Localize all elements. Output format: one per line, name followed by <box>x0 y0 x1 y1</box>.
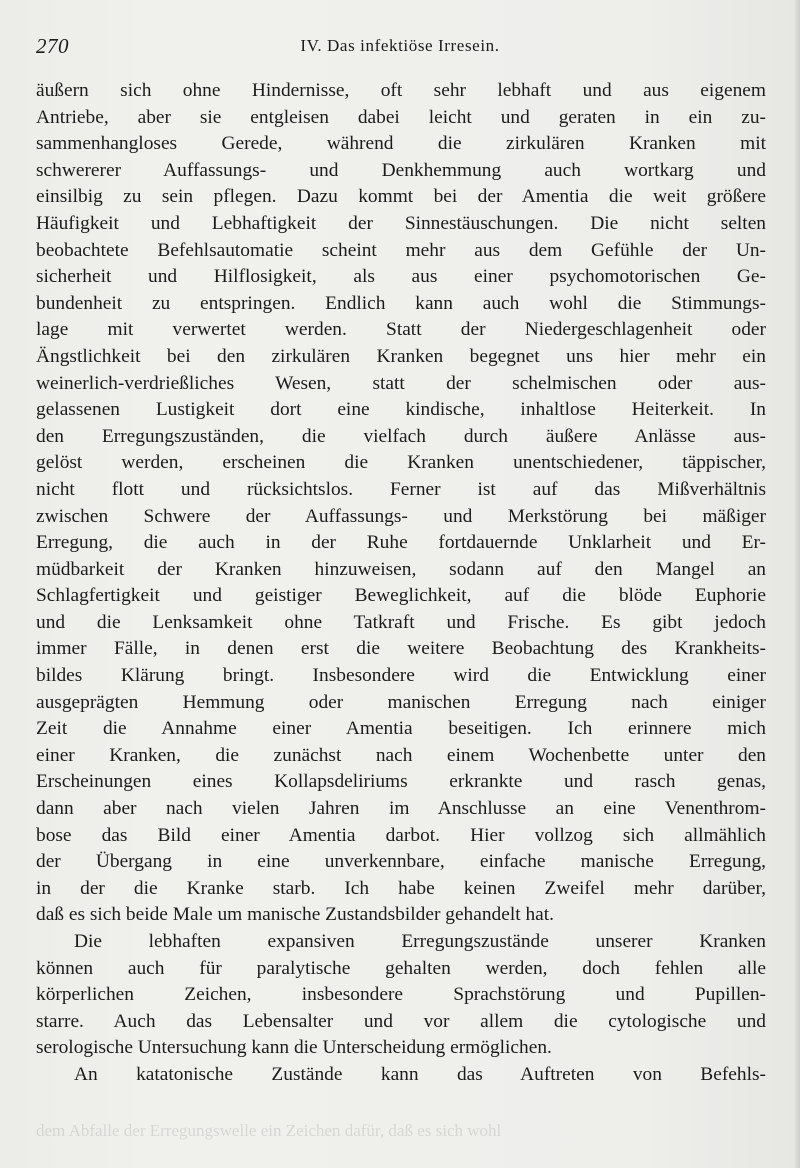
text-line: nicht flott und rücksichtslos. Ferner ist auf das Mißverhältnis <box>36 478 766 500</box>
text-line: der Übergang in eine unverkennbare, einfache manische Erregung, <box>36 851 766 873</box>
text-line: Schlagfertigkeit und geistiger Beweglichkeit, auf die blöde Euphorie <box>36 585 766 607</box>
text-line: weinerlich-verdrießliches Wesen, statt der schelmischen oder aus- <box>36 372 766 394</box>
text-line: dann aber nach vielen Jahren im Anschlusse an eine Venenthrom- <box>36 798 766 820</box>
text-line: bose das Bild einer Amentia darbot. Hier vollzog sich allmählich <box>36 824 766 846</box>
text-line: starre. Auch das Lebensalter und vor allem die cytologische und <box>36 1010 766 1032</box>
text-line: und die Lenksamkeit ohne Tatkraft und Frische. Es gibt jedoch <box>36 611 766 633</box>
text-line: Ängstlichkeit bei den zirkulären Kranken begegnet uns hier mehr ein <box>36 345 766 367</box>
text-line: bildes Klärung bringt. Insbesondere wird die Entwicklung einer <box>36 665 766 687</box>
text-line: zwischen Schwere der Auffassungs- und Merkstörung bei mäßiger <box>36 505 766 527</box>
text-line: sammenhangloses Gerede, während die zirkulären Kranken mit <box>36 133 766 155</box>
text-line: Häufigkeit und Lebhaftigkeit der Sinnestäuschungen. Die nicht selten <box>36 212 766 234</box>
text-line: einer Kranken, die zunächst nach einem Wochenbette unter den <box>36 744 766 766</box>
text-line: bundenheit zu entspringen. Endlich kann auch wohl die Stimmungs- <box>36 292 766 314</box>
text-line: gelassenen Lustigkeit dort eine kindische, inhaltlose Heiterkeit. In <box>36 399 766 421</box>
text-line: in der die Kranke starb. Ich habe keinen Zweifel mehr darüber, <box>36 877 766 899</box>
text-line: schwererer Auffassungs- und Denkhemmung auch wortkarg und <box>36 159 766 181</box>
text-line: den Erregungszuständen, die vielfach durch äußere Anlässe aus- <box>36 425 766 447</box>
text-line: Erregung, die auch in der Ruhe fortdauernde Unklarheit und Er- <box>36 532 766 554</box>
text-line: gelöst werden, erscheinen die Kranken unentschiedener, täppischer, <box>36 452 766 474</box>
text-line: Die lebhaften expansiven Erregungszustände unserer Kranken <box>74 931 766 952</box>
text-line: äußern sich ohne Hindernisse, oft sehr lebhaft und aus eigenem <box>36 80 766 101</box>
text-line: sicherheit und Hilflosigkeit, als aus einer psychomotorischen Ge- <box>36 266 766 288</box>
page-number: 270 <box>36 34 69 58</box>
page-header <box>36 34 764 58</box>
text-line: ausgeprägten Hemmung oder manischen Erregung nach einiger <box>36 691 766 713</box>
text-line: Erscheinungen eines Kollapsdeliriums erkrankte und rasch genas, <box>36 771 766 793</box>
text-line: können auch für paralytische gehalten werden, doch fehlen alle <box>36 957 766 979</box>
text-line: einsilbig zu sein pflegen. Dazu kommt bei der Amentia die weit größere <box>36 186 766 208</box>
body-text <box>36 78 766 1089</box>
text-line: Zeit die Annahme einer Amentia beseitigen. Ich erinnere mich <box>36 718 766 740</box>
text-line: müdbarkeit der Kranken hinzuweisen, sodann auf den Mangel an <box>36 558 766 580</box>
text-line: daß es sich beide Male um manische Zustandsbilder gehandelt hat. <box>36 904 555 926</box>
text-line: körperlichen Zeichen, insbesondere Sprachstörung und Pupillen- <box>36 984 766 1006</box>
text-line: lage mit verwertet werden. Statt der Niedergeschlagenheit oder <box>36 319 766 341</box>
text-line: serologische Untersuchung kann die Unterscheidung ermöglichen. <box>36 1037 552 1059</box>
bleed-through-text <box>36 1122 766 1162</box>
text-line: beobachtete Befehlsautomatie scheint mehr aus dem Gefühle der Un- <box>36 239 766 261</box>
text-line: immer Fälle, in denen erst die weitere Beobachtung des Krankheits- <box>36 638 766 660</box>
bleed-through-line: dem Abfalle der Erregungswelle ein Zeichen dafür, daß es sich wohl <box>36 1122 502 1140</box>
text-line: An katatonische Zustände kann das Auftreten von Befehls- <box>74 1063 766 1085</box>
running-title: IV. Das infektiöse Irresein. <box>300 36 500 55</box>
text-line: Antriebe, aber sie entgleisen dabei leicht und geraten in ein zu- <box>36 106 766 128</box>
